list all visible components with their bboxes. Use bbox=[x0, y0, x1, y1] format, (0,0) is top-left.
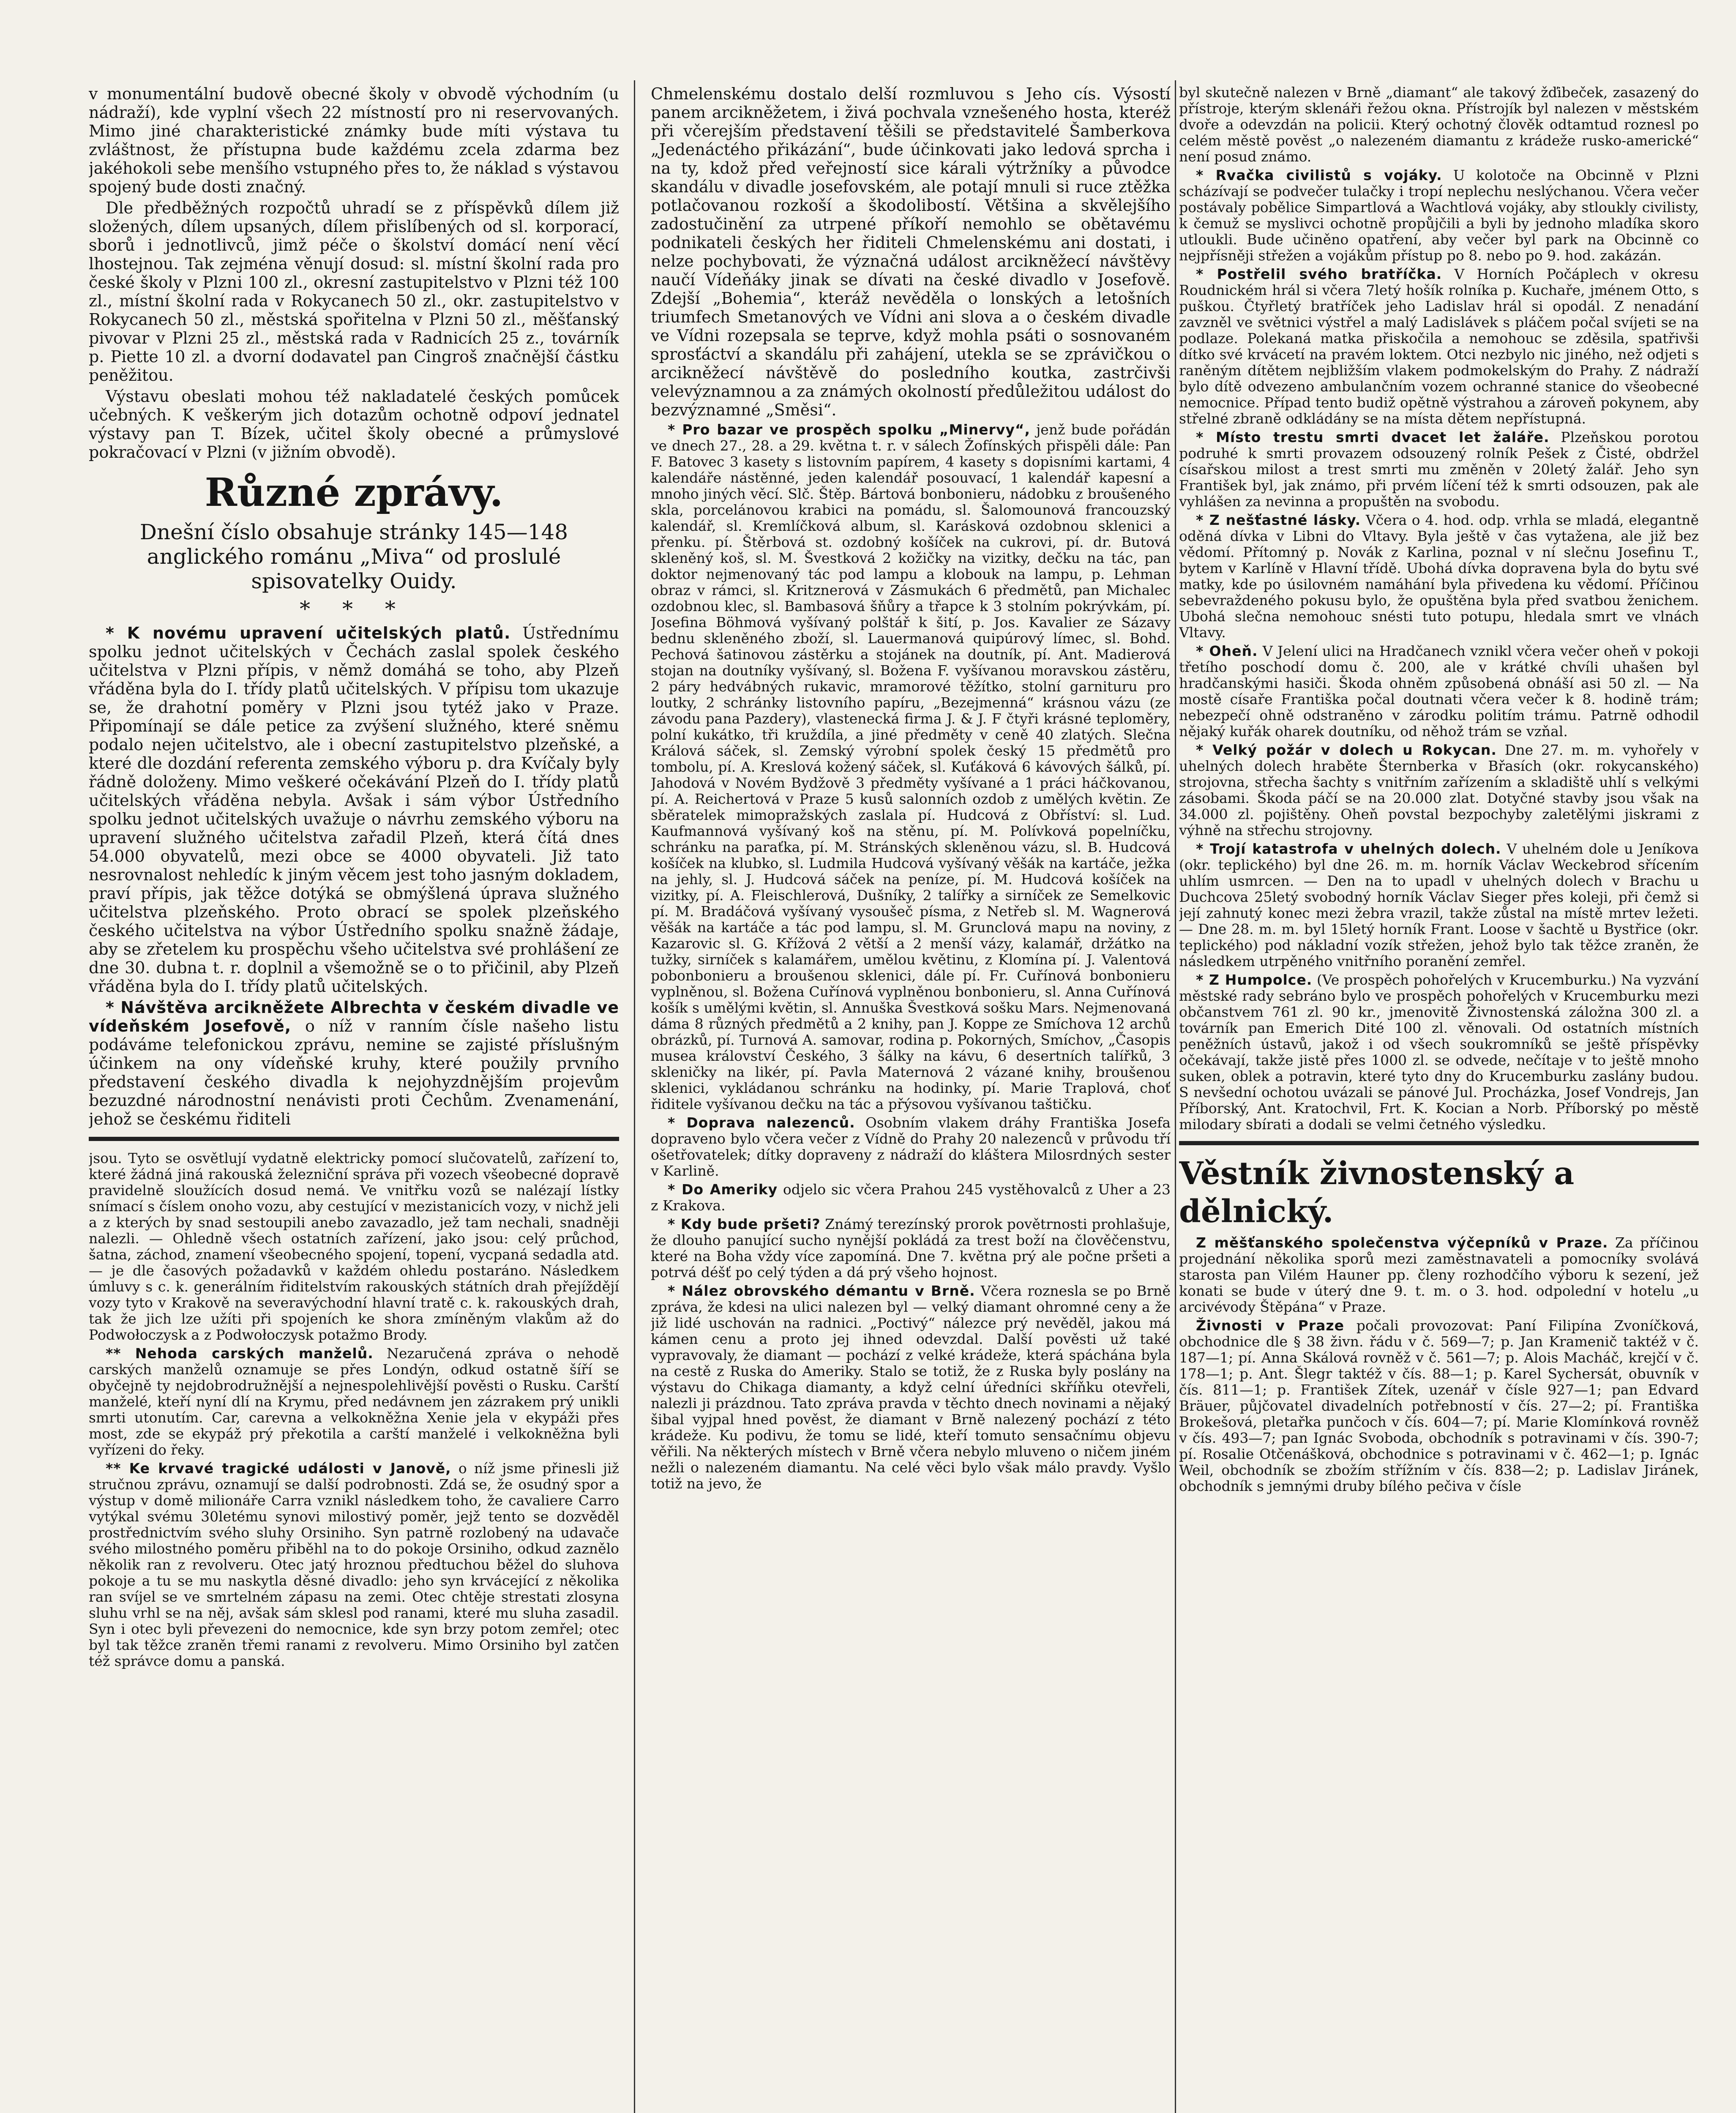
article-teachers-head: * K novému upravení učitelských platů. bbox=[106, 624, 511, 642]
article-genoa-body: o níž jsme přinesli již stručnou zprávu, oznamují se další podrobnosti. Zdá se, že osudný spor a výstup v domě milionáře Carra vznikl následkem toho, že cavaliere Carro vytýkal svému 30letému synovi milostivý poměr, jejž tento se dozvěděl prostřednictvím svého sluhy Orsiniho. Syn patrně rozlobený na udavače svého milostného poměru přiběhl na to do pokoje Orsiniho, odkud zaznělo několik ran z revolveru. Otec jatý hroznou předtuchou běžel do sluhova pokoje a tu se mu naskytla děsné divadlo: jeho syn krvácející z několika ran svíjel se ve smrtelném zápasu na zemi. Otec chtěje strestati zlosyna sluhu vrhl se na něj, avšak sám sklesl pod ranami, které mu sluha zasadil. Syn i otec byli převezeni do nemocnice, kde syn brzy potom zemřel; otec byl tak těžce zraněn třemi ranami z revolveru. Mimo Orsiniho byl zatčen též správce domu a panská. bbox=[89, 1460, 619, 1669]
article-tsar-head: ** Nehoda carských manželů. bbox=[106, 1345, 374, 1362]
article-soldiers-head: * Rvačka civilistů s vojáky. bbox=[1196, 167, 1442, 183]
article-fire-head: * Oheň. bbox=[1196, 643, 1258, 659]
article-fire bbox=[1179, 643, 1699, 740]
railway-paragraph: jsou. Tyto se osvětlují vydatně elektricky pomocí slučovatelů, zařízení to, které žádná jiná rakouská železniční správa při vozech všeobecné dopravě pravidelně sloužících dosud nemá. Ve vnitřku vozů se nalézají lístky snímací s číslem onoho vozu, aby cestující v mezistanicích vozy, v nichž jeli a z kterých by snad sestoupili anebo zavazadlo, jež tam nechali, snadněji nalezli. — Ohledně všech ostatních zařízení, jako jsou: celý průchod, šatna, záchod, znamení všeobecného spojení, topení, vycpaná sedadla atd. — je dle časových požadavků v každém ohledu postaráno. Následkem úmluvy s c. k. generálním řiditelstvím rakouských státních drah přejíždějí vozy tyto v Krakově na severavýchodní hlavní tratě c. k. rakouských drah, tak že jich lze užíti při spojeních ke shora zmíněným vlakům až do Podwołoczysk a z Podwołoczysk potažmo Brody. bbox=[89, 1150, 619, 1343]
feuilleton-divider bbox=[89, 1137, 619, 1141]
article-tsar-body: Nezaručená zpráva o nehodě carských manželů oznamuje se přes Londýn, odkud ostatně šíří se obyčejně ty nejdobrodružnější a nejnespolehlivější pověsti o Rusku. Carští manželé, kteří nyní dlí na Krymu, před nedávnem jen zázrakem prý unikli smrti utonutím. Car, carevna a velkokněžna Xenie jela v ekypáži přes most, zde se ekypáž prý překotila a carští manželé i velkokněžna byli vyřízeni do řeky. bbox=[89, 1345, 619, 1458]
column-rule-2 bbox=[1175, 80, 1176, 2113]
article-diamond-head: * Nález obrovského démantu v Brně. bbox=[668, 1283, 975, 1299]
article-trades-head: Živnosti v Praze bbox=[1196, 1317, 1344, 1334]
column-2 bbox=[651, 85, 1171, 2113]
budget-paragraph: Dle předběžných rozpočtů uhradí se z příspěvků dílem již složených, dílem upsaných, dílem přislíbených od sl. korporací, sborů i jednotlivců, jimž péče o školství domácí není věcí lhostejnou. Tak zejména věnují dosud: sl. místní školní rada pro české školy v Plzni 100 zl., okresní zastupitelstvo v Plzni též 100 zl., místní školní rada v Rokycanech 50 zl., okr. zastupitelstvo v Rokycanech 50 zl., městská spořitelna v Plzni 50 zl., měšťanský pivovar v Plzni 25 zl., městská rada v Radnicích 25 z., továrník p. Piette 10 zl. a dvorní dodavatel pan Cingroš značnější částku peněžitou. bbox=[89, 199, 619, 385]
article-triple-body: V uhelném dole u Jeníkova (okr. teplického) byl dne 26. m. m. horník Václav Weckebrod sřícením uhlím usmrcen. — Den na to upadl v uhelných dolech v Brachu u Duchcova 25letý svobodný horník Václav Sieger přes koleji, při čemž si její zahnutý konec mezi žebra vrazil, takže zůstal na místě mrtev ležeti. — Dne 28. m. m. byl 15letý horník Frant. Loose v šachtě u Bystřice (okr. teplického) pod nákladní vozík střežen, jehož bylo tak těžce zraněn, že následkem utrpěného vnitřního poranění zemřel. bbox=[1179, 841, 1699, 969]
section-title-news: Různé zprávy. bbox=[205, 470, 503, 515]
article-humpolec bbox=[1179, 972, 1699, 1133]
article-teachers-body: Ústřednímu spolku jednot učitelských v Čechách zaslal spolek českého učitelstva v Plzni přípis, v němž domáhá se toho, aby Plzeň vřáděna byla do I. třídy platů učitelských. V přípisu tom ukazuje se, že drahotní poměry v Plzni jsou tytéž jako v Praze. Připomínají se dále petice za zvýšení služného, které sněmu podalo nejen učitelstvo, ale i obecní zastupitelstvo plzeňské, a které dle dozdání referenta zemského výboru p. dra Kvíčaly byly řádně doloženy. Mimo veškeré očekávání Plzeň do I. třídy platů učitelských vřáděna nebyla. Avšak i sám výbor Ústředního spolku jednot učitelských uvažuje o návrhu zemského výboru na upravení služného učitelstva zařadil Plzeň, která čítá dnes 54.000 obyvatelů, mezi obce se 4000 obyvateli. Již tato nesrovnalost nehledíc k jiným věcem jest toho jasným dokladem, praví přípis, jak těžce dotýká se obmýšlená úprava služného učitelstva plzeňského. Proto obrací se spolek plzeňského českého učitelstva na výbor Ústředního spolku snažně žádaje, aby se zřetelem ku prospěchu všeho učitelstva své prohlášení ze dne 30. dubna t. r. doplnil a všemožně se o to přičinil, aby Plzeň vřáděna byla do I. třídy platů učitelských. bbox=[89, 624, 619, 996]
article-pardon-head: * Místo trestu smrti dvacet let žaláře. bbox=[1196, 429, 1550, 445]
school-expo-paragraph: v monumentální budově obecné školy v obvodě východním (u nádraží), kde vyplní všech 22 místností pro ni reservovaných. Mimo jiné charakteristické známky bude míti výstava tu zvláštnost, že přístupna bude každému zcela zdarma bez jakéhokoli sebe menšího vstupného přes to, že náklad s výstavou spojený bude dosti značný. bbox=[89, 85, 619, 196]
stars-divider: * * * bbox=[300, 597, 408, 621]
article-guild-head: Z měšťanského společenstva výčepníků v Praze. bbox=[1196, 1234, 1608, 1251]
article-guild bbox=[1179, 1235, 1699, 1315]
diamond-continued: byl skutečně nalezen v Brně „diamant“ ale takový žďibeček, zasazený do přístroje, kterým sklenáři řežou okna. Přístrojík byl nalezen v městském dvoře a odevzdán na policii. Který ochotný člověk odtamtud roznesl po celém městě pověst „o nalezeném diamantu z krádeže rusko-americké“ není posud známo. bbox=[1179, 85, 1699, 165]
article-transport bbox=[651, 1115, 1171, 1179]
article-america bbox=[651, 1182, 1171, 1214]
article-humpolec-head: * Z Humpolce. bbox=[1196, 972, 1313, 988]
section-title-trades: Věstník živnostenský a dělnický. bbox=[1179, 1155, 1575, 1230]
article-bazaar-head: * Pro bazar ve prospěch spolku „Minervy“, bbox=[668, 421, 1031, 438]
article-genoa bbox=[89, 1461, 619, 1669]
article-triple bbox=[1179, 841, 1699, 969]
article-bazaar bbox=[651, 422, 1171, 1112]
article-mine-fire-head: * Velký požár v dolech u Rokycan. bbox=[1196, 742, 1497, 758]
article-guild-body: Za příčinou projednání několika sporů mezi zaměstnavateli a pomocníky svolává starosta pan Vilém Hauner pp. členy rozhodčího výboru k sezení, jež konati se bude v úterý dne 9. t. m. o 3. hod. odpolední v hotelu „u arcivévody Štěpána“ v Praze. bbox=[1179, 1234, 1699, 1315]
novel-notice: Dnešní číslo obsahuje stránky 145—148 anglického románu „Miva“ od proslulé spisovatelky Ouidy. bbox=[139, 520, 568, 593]
article-transport-body: Osobním vlakem dráhy Františka Josefa dopraveno bylo včera večer z Vídně do Prahy 20 nalezenců v průvodu tří ošetřovatelek; dítky dopraveny z nádraží do kláštera Milosrdných sester v Karlině. bbox=[651, 1114, 1171, 1179]
article-archduke-head: * Návštěva arcikněžete Albrechta v českém divadle ve vídeňském Josefově, bbox=[89, 998, 619, 1035]
article-rain-body: Známý terezínský prorok povětrnosti prohlašuje, že dlouho panující sucho nynější pokládá za trest boží na člověčenstvu, které na Boha vždy více zapomíná. Dne 7. května prý ale počne pršeti a potrvá déšť po celý týden a dá prý všeho hojnost. bbox=[651, 1216, 1171, 1280]
article-america-body: odjelo sic včera Prahou 245 vystěhovalců z Uher a 23 z Krakova. bbox=[651, 1181, 1171, 1214]
article-rain-head: * Kdy bude pršeti? bbox=[668, 1216, 821, 1232]
article-rain bbox=[651, 1216, 1171, 1280]
article-archduke-body: o níž v ranním čísle našeho listu podáváme telefonickou zprávu, nemine se zajisté příslušným účinkem na ony vídeňské kruhy, které použily prvního představení českého divadla k nejohyzdnějším projevům bezuzdné národnostní nenávisti proti Čechům. Zvenamenání, jehož se českému řiditeli bbox=[89, 1017, 619, 1128]
article-archduke bbox=[89, 998, 619, 1128]
article-humpolec-body: (Ve prospěch pohořelých v Krucemburku.) Na vyzvání městské rady sebráno bylo ve prospěch pohořelých v Krucemburku mezi občanstvem 761 zl. 90 kr., jmenovitě Živnostenská záložna 300 zl. a továrník pan Emerich Dité 100 zl. věnovali. Od ostatních místních peněžních ústavů, jakož i od všech soukromníků se ještě příspěvky očekávají, takže jistě přes 1000 zl. se odvede, nečítaje v to ještě mnoho suken, oblek a potravin, které tyto dny do Krucemburku zaslány budou. S nevšední ochotou uvázali se pánové Jul. Procházka, Josef Vondrejs, Jan Příborský, Ant. Kratochvil, Frt. K. Kocian a Norb. Příborský po městě milodary sbírati a dodali se velmi četného výsledku. bbox=[1179, 972, 1699, 1133]
article-brother-body: V Horních Počáplech v okresu Roudnickém hrál si včera 7letý hošík rolníka p. Kuchaře, jménem Otto, s puškou. Čtyřletý bratříček jeho Ladislav hrál si opodál. Z nenadání zavzněl ve světnici výstřel a malý Ladislávek s pláčem počal svíjeti se na podlaze. Polekaná matka přiskočila a nemohouc se zděsila, spatřivši dítko své krvácetí na pravém loktem. Otci nezbylo nic jiného, než odjeti s raněným dítětem nejbližším vlakem podmokelským do Prahy. Z nádraží bylo dítě odvezeno ambulančním vozem ochranné stanice do všeobecné nemocnice. Případ tento budiž opětně výstrahou a zároveň pokynem, aby střelné zbraně odkládány se na místa dětem nepřístupná. bbox=[1179, 266, 1699, 427]
section-divider bbox=[1179, 1141, 1699, 1145]
article-brother bbox=[1179, 266, 1699, 427]
article-trades-body: počali provozovat: Paní Filipína Zvoníčková, obchodnice dle § 38 živn. řádu v č. 569—7; p. Jan Kramenič taktéž v č. 187—1; pí. Anna Skálová rovněž v č. 561—7; p. Alois Macháč, krejčí v č. 178—1; p. Ant. Šlegr taktéž v čís. 88—1; p. Karel Sychersát, obuvník v čís. 811—1; p. František Zítek, uzenář v čísle 927—1; pan Edvard Bräuer, půjčovatel divadelních potřebností v čís. 27—2; pí. Františka Brokešová, pletařka punčoch v čís. 604—7; pí. Marie Klomínková rovněž v čís. 493—7; pan Ignác Svoboda, obchodník s potravinami v čís. 390-7; pí. Rosalie Otčenášková, obchodnice s potravinami v č. 462—1; p. Ignác Weil, obchodník se zbožím střížním v čís. 838—2; p. Ladislav Jiránek, obchodník s jemnými druby bílého pečiva v čísle bbox=[1179, 1317, 1699, 1494]
article-love bbox=[1179, 512, 1699, 641]
article-teachers bbox=[89, 624, 619, 996]
article-soldiers-body: U kolotoče na Obcinně v Plzni scházívají se podvečer tulačky i tropí neplechu neslýchanou. Včera večer postávaly pobělice Simpartlová a Wachtlová vojáky, aby stloukly civilisty, k čemuž se myslivci ochotně propůjčili a byli by jednoho mladíka skoro utloukli. Bude učiněno opatření, aby večer byl park na Obcinně co nejpřísněji střežen a vojákům přístup po 8. nebo po 9. hod. zakázán. bbox=[1179, 167, 1699, 264]
publishers-paragraph: Výstavu obeslati mohou též nakladatelé českých pomůcek učebných. K veškerým jich dotazům ochotně odpoví jednatel výstavy pan T. Bízek, učitel školy obecné a průmyslové pokračovací v Plzni (v jižním obvodě). bbox=[89, 387, 619, 461]
column-1 bbox=[89, 85, 619, 2113]
article-diamond-body: Včera roznesla se po Brně zpráva, že kdesi na ulici nalezen byl — velký diamant ohromné ceny a že již lidé uschován na radnici. „Poctivý“ nálezce prý nevěděl, jakou má kámen cenu a proto jej ihned odevzdal. Další pověsti už také vypravovaly, že diamant — pochází z velké krádeže, která spáchána byla na cestě z Ruska do Ameriky. Stalo se totiž, že z Ruska byly poslány na výstavu do Chikaga diamanty, a když celní úředníci skříňku otevřeli, nalezli ji prázdnou. Tato zpráva pravda v těchto dnech novinami a nějaký šibal vyjpal hned pověst, že diamant v Brně nalezený pochází z této krádeže. Ku podivu, že tomu se lidé, kteří tomuto sensačnímu objevu věřili. Na některých místech v Brně včera nebylo mluveno o ničem jiném nežli o nalezeném diamantu. Na celé věci bylo však málo pravdy. Vyšlo totiž na jevo, že bbox=[651, 1283, 1171, 1492]
article-love-body: Včera o 4. hod. odp. vrhla se mladá, elegantně oděná dívka v Libni do Vltavy. Byla ještě v čas vytažena, ale již bez vědomí. Přítomný p. Novák z Karlina, poznal v ní slečnu Josefinu T., bytem v Karlíně v Hlavní třídě. Ubohá dívka dopravena byla do bytu své matky, kde po úsilovném namáhání byla přivedena ku vědomí. Příčinou sebevraždeného pokusu bylo, že opuštěna byla před svatbou ženichem. Ubohá slečna nemohouc snésti tuto potupu, hledala smrt ve vlnách Vltavy. bbox=[1179, 512, 1699, 641]
article-trades bbox=[1179, 1318, 1699, 1494]
article-pardon bbox=[1179, 429, 1699, 510]
article-pardon-body: Plzeňskou porotou podruhé k smrti provazem odsouzený rolník Pešek z Čisté, obdržel císařskou milost a trest smrti mu změněn v 20letý žalář. Jeho syn František byl, jak známo, při prvém líčení též k smrti odsouzen, pak ale vyhlášen za nevinna a propuštěn na svobodu. bbox=[1179, 429, 1699, 510]
article-mine-fire bbox=[1179, 742, 1699, 838]
article-genoa-head: ** Ke krvavé tragické události v Janově, bbox=[106, 1460, 451, 1477]
article-transport-head: * Doprava nalezenců. bbox=[668, 1114, 855, 1131]
article-tsar bbox=[89, 1346, 619, 1458]
article-bazaar-body: jenž bude pořádán ve dnech 27., 28. a 29. května t. r. v sálech Žofínských přispěli dále: Pan F. Batovec 3 kasety s listovním papírem, 4 kasety s dopisními kartami, 4 kalendáře nástěnné, jeden kalendář posouvací, 1 kalendář kapesní a mnoho jiných věcí. Slč. Štěp. Bártová bonbonieru, nádobku z broušeného skla, porcelánovou krabici na pomádu, sl. Šalomounová francouzský kalendář, sl. Kremlíčková album, sl. Karásková ozdobnou sklenici a přenku. pí. Štěrbová st. ozdobný košíček na cukrovi, pí. dr. Butová skleněný koš, sl. M. Švestková 2 kožičky na vizitky, dečku na tác, pan doktor nejmenovaný tác pod lampu a klobouk na lampu, p. Lehman obraz v rámci, sl. Kritznerová v Zásmukách 6 předmětů, pan Michalec ozdobnou klec, sl. Bambasová šňůry a třapce k 3 stolním pokrývkám, pí. Josefina Böhmová vyšívaný polštář k šití, p. Jos. Kavalier ze Sázavy bednu skleněného zboží, sl. Lauermanová quipúrový límec, sl. Bohd. Pechová šatinovou zástěrku a stojánek na doutník, pí. Ant. Madierová stojan na doutníky vyšívaný, sl. Božena F. vyšívanou moravskou zástěru, 2 páry hedvábných rukavic, mramorové těžítko, stolní garnituru pro loutky, 2 schránky listovního papíru, „Bezejmenná“ krásnou vázu (ze závodu pana Pazdery), vlastenecká firma J. & J. F čtyři krásné teploměry, polní kukátko, tři kruždíla, a jiné předměty v ceně 40 zlatých. Slečna Králová sáček, sl. Zemský výrobní spolek český 15 předmětů pro tombolu, pí. A. Kreslová kožený sáček, sl. Kuťáková 6 kávových šálků, pí. Jahodová v Novém Bydžově 3 předměty vyšívané a 1 práci háčkovanou, pí. A. Reichertová v Praze 5 kusů salonních ozdob z umělých květin. Ze sběratelek mimopražských zaslala pí. Hudcová z Obříství: sl. Lud. Kaufmannová vyšívaný koš na stěnu, pí. M. Polívková popelníčku, schránku na paraťka, pí. M. Stránských skleněnou vázu, sl. B. Hudcová košíček na klubko, sl. Ludmila Hudcová vyšívaný věšák na kartáče, ježka na jehly, sl. J. Hudcová sáček na peníze, pí. M. Hudcová košíček na vizitky, pí. A. Fleischlerová, Dušníky, 2 talířky a sirníček ze Semelkovic pí. M. Bradáčová vyšívaný vysoušeč písma, z Netřeb sl. M. Wagnerová věšák na kartáče a tác pod lampu, sl. M. Grunclová mapu na noviny, z Kazarovic sl. G. Křížová 2 větší a 2 menší vázy, kalamář, držátko na tužky, sirníček s kalamářem, umělou květinu, z Klomína pí. J. Valentová pobonbonieru a broušenou sklenici, dále pí. Fr. Cuřínová bonbonieru vyplněnou, sl. Božena Cuřínová vyplněnou bonbonieru, sl. Anna Cuřínová košík s umělými květin, sl. Annuška Švestková sošku Mars. Nejmenovaná dáma 8 různých předmětů a 2 knihy, pan J. Koppe ze Smíchova 12 archů obrázků, pí. Turnová A. samovar, rodina p. Pokorných, Smíchov, „Časopis musea království Českého, 3 šálky na kávu, 6 desertních talířků, 3 skleničky na likér, pí. Pavla Maternová 2 vázané knihy, broušenou sklenici, vykládanou schránku na hodinky, pí. Marie Traplová, choť řiditele vyšívanou dečku na tác a přýsovou vyšívanou taštičku. bbox=[651, 421, 1171, 1112]
article-diamond bbox=[651, 1283, 1171, 1492]
article-fire-body: V Jelení ulici na Hradčanech vznikl včera večer oheň v pokoji třetího poschodí domu č. 200, ale v krátké chvíli uhašen byl hradčanskými hasiči. Škoda ohněm způsobená obnáší asi 50 zl. — Na mostě císaře Františka počal doutnati včera večer k 8. hodině trám; nebezpečí ohně odstraněno v zárodku politím trámu. Patrně odhodil nějaký kuřák oharek doutníku, od něhož trám se vzňal. bbox=[1179, 643, 1699, 740]
article-soldiers bbox=[1179, 167, 1699, 264]
article-triple-head: * Trojí katastrofa v uhelných dolech. bbox=[1196, 841, 1501, 857]
article-love-head: * Z nešťastné lásky. bbox=[1196, 512, 1361, 528]
column-rule-1 bbox=[634, 80, 635, 2113]
article-mine-fire-body: Dne 27. m. m. vyhořely v uhelných dolech hraběte Šternberka v Břasích (okr. rokycanského) strojovna, střecha šachty s vnitřním zařízením a skladiště uhlí s velkými zásobami. Škoda páčí se na 20.000 zlat. Dotyčné stavby jsou však na 34.000 zl. pojištěny. Oheň povstal bezpochyby zaletělými jiskrami z výhně na střechu strojovny. bbox=[1179, 742, 1699, 838]
article-america-head: * Do Ameriky bbox=[668, 1181, 778, 1198]
column-3 bbox=[1179, 85, 1699, 2113]
article-brother-head: * Postřelil svého bratříčka. bbox=[1196, 266, 1442, 282]
chmelensky-paragraph: Chmelenskému dostalo delší rozmluvou s Jeho cís. Výsostí panem arcikněžetem, i živá pochvala vznešeného hosta, kteréž při včerejším představení těšili se představitelé Šamberkova „Jedenáctého přikázání“, bude účinkovati jako ledová sprcha i na ty, kdož před veřejností sice kárali výtržníky a původce skandálu v divadle josefovském, ale potají mnuli si ruce ztěžka potlačovanou rozkoší a škodolibostí. Většina a skvělejšího zadostučinění za utrpené příkoří nemohlo se obětavému podnikateli českých her řiditeli Chmelenskému ani dostati, i nelze pochybovati, že význačná událost arcikněžecí návštěvy naučí Vídeňáky jinak se dívati na české divadlo v Josefově. Zdejší „Bohemia“, kteráž nevěděla o lonských a letošních triumfech Smetanových ve Vídni ani slova a o českém divadle ve Vídni rozepsala se teprve, když mohla psáti o sosnovaném sprosťáctví a skandálu při zahájení, utekla se se zprávičkou o arcikněžecí návštěvě do posledního koutka, zastrčivši velevýznamnou a za známých okolností předůležitou událost do bezvýznamné „Směsi“. bbox=[651, 85, 1171, 419]
